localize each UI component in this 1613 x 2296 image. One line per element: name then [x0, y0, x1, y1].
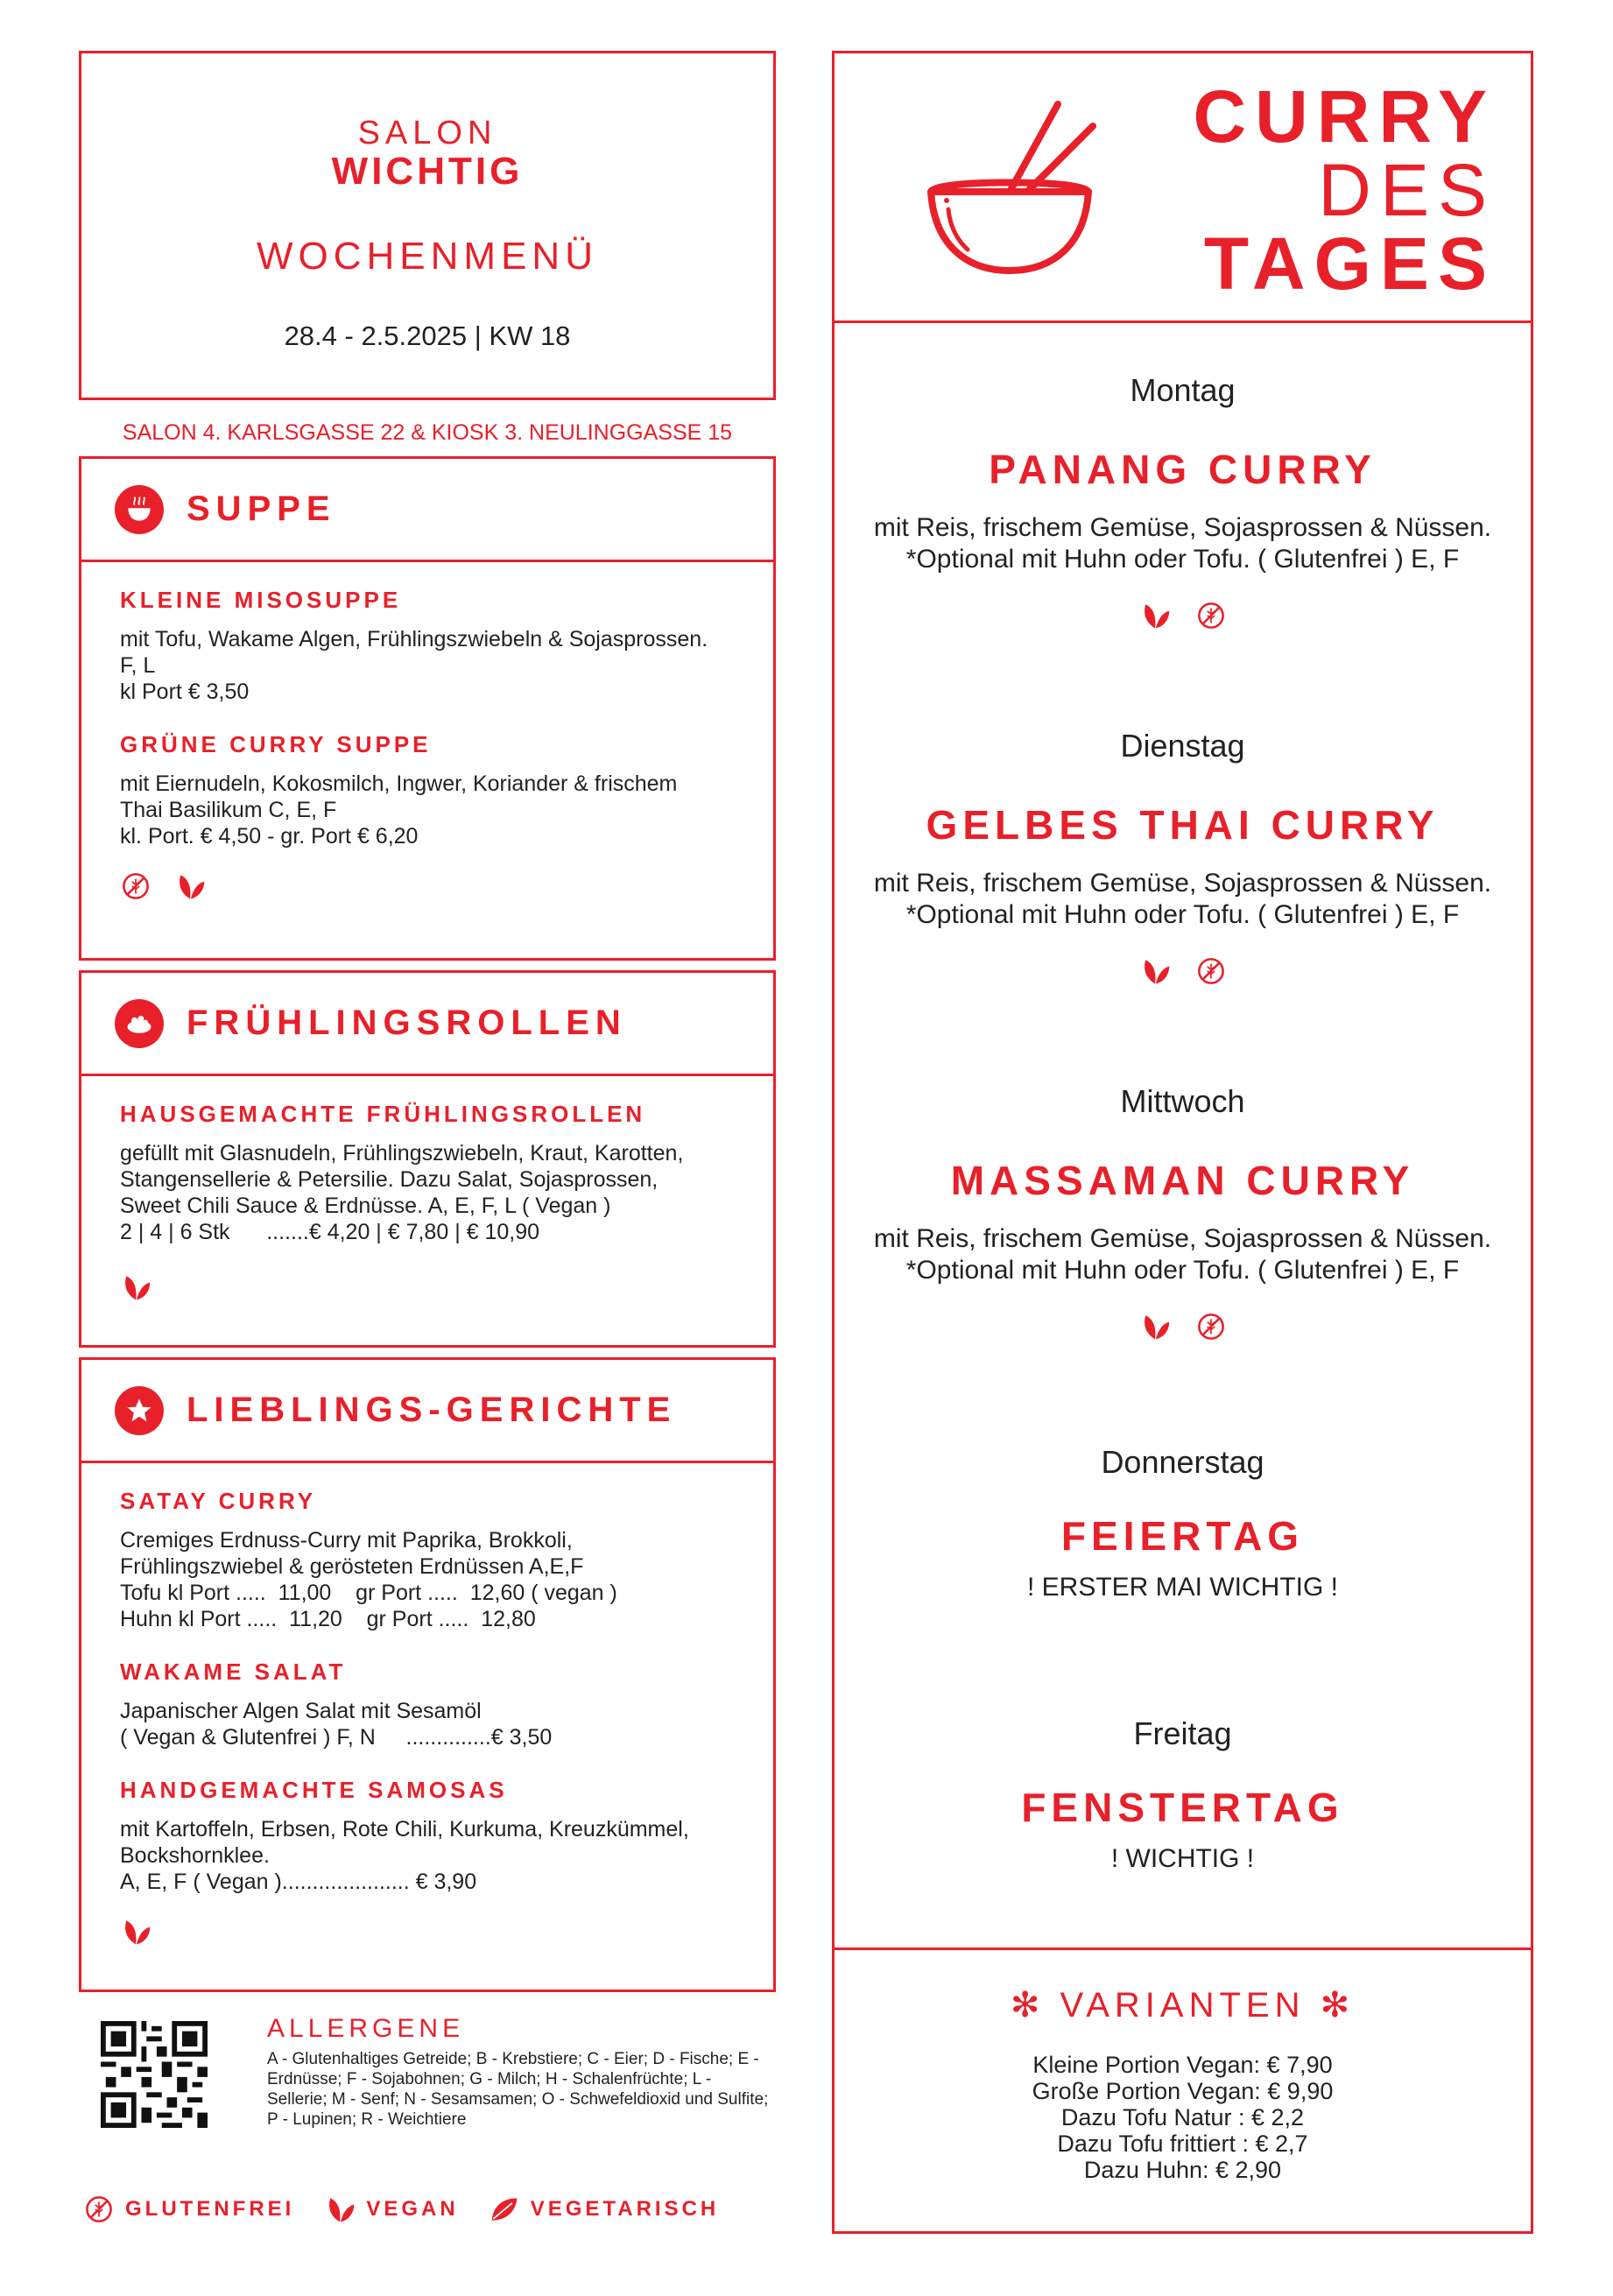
plate-icon — [115, 999, 164, 1048]
item-desc: gefüllt mit Glasnudeln, Frühlingszwiebeln, Kraut, Karotten, Stangensellerie & Petersilie. Dazu Salat, Sojasprossen, Sweet Chili Sauce & Erdnüsse. A, E, F, L ( Vegan ) 2 | 4 | 6 Stk .......€ 4,20 | € 7,80 | € 10,90 — [120, 1141, 684, 1244]
vegan-leaf-icon — [1139, 1311, 1171, 1342]
glutenfree-icon — [1195, 1311, 1227, 1342]
asterisk-icon: ✻ — [1010, 1986, 1046, 2025]
varianten-line: Kleine Portion Vegan: € 7,90 — [1032, 2052, 1333, 2078]
legend-glutenfrei: GLUTENFREI — [125, 2197, 295, 2221]
day-wednesday — [835, 1083, 1531, 1342]
item-name: GRÜNE CURRY SUPPE — [120, 731, 432, 757]
varianten-line: Dazu Tofu frittiert : € 2,7 — [1057, 2130, 1308, 2157]
bowl-chopsticks-icon — [905, 87, 1115, 297]
section-suppe — [79, 456, 776, 961]
section-suppe-header — [81, 459, 773, 562]
qr-code-icon — [101, 2021, 208, 2128]
day-name: Mittwoch — [1120, 1083, 1245, 1119]
day-monday — [835, 372, 1531, 631]
legend-vegetarisch: VEGETARISCH — [530, 2197, 720, 2221]
section-fruehlingsrollen — [79, 970, 776, 1348]
wichtig-label: WICHTIG — [331, 150, 524, 193]
item-name: KLEINE MISOSUPPE — [120, 587, 402, 613]
varianten-line: Dazu Huhn: € 2,90 — [1083, 2157, 1282, 2183]
day-dish: GELBES THAI CURRY — [926, 802, 1440, 848]
curry-title: CURRY DES TAGES — [1193, 75, 1496, 305]
day-name: Dienstag — [1120, 728, 1245, 764]
day-desc: mit Reis, frischem Gemüse, Sojasprossen & Nüssen. *Optional mit Huhn oder Tofu. ( Glutenfrei ) E, F — [873, 513, 1492, 574]
item-desc: mit Tofu, Wakame Algen, Frühlingszwiebeln & Sojasprossen. F, L kl Port € 3,50 — [120, 627, 708, 704]
item-name: HAUSGEMACHTE FRÜHLINGSROLLEN — [120, 1101, 646, 1127]
day-thursday — [835, 1444, 1531, 1603]
item-desc: Japanischer Algen Salat mit Sesamöl ( Vegan & Glutenfrei ) F, N ..............€ 3,50 — [120, 1699, 553, 1750]
day-desc: mit Reis, frischem Gemüse, Sojasprossen & Nüssen. *Optional mit Huhn oder Tofu. ( Glutenfrei ) E, F — [873, 869, 1492, 929]
varianten-title: ✻ VARIANTEN ✻ — [1010, 1986, 1356, 2025]
item-desc: mit Eiernudeln, Kokosmilch, Ingwer, Koriander & frischem Thai Basilikum C, E, F kl. Port. € 4,50 - gr. Port € 6,20 — [120, 771, 678, 849]
address-line: SALON 4. KARLSGASSE 22 & KIOSK 3. NEULINGGASSE 15 — [122, 420, 733, 445]
allergene-text: A - Glutenhaltiges Getreide; B - Krebstiere; C - Eier; D - Fische; E - Erdnüsse; F - Sojabohnen; G - Milch; H - Schalenfrüchte; L - Sellerie; M - Senf; N - Sesamsamen; O - Schwefeldioxid und Sulfite; P - Lupinen; R - Weichtiere — [267, 2050, 769, 2129]
curry-header — [835, 53, 1531, 323]
asterisk-icon: ✻ — [1320, 1986, 1356, 2025]
soup-bowl-icon — [115, 485, 164, 534]
allergene-title: ALLERGENE — [267, 2014, 465, 2043]
section-title: FRÜHLINGSROLLEN — [187, 1004, 627, 1042]
glutenfree-icon — [83, 2194, 115, 2225]
vegan-leaf-icon — [174, 870, 206, 902]
allergene-block — [267, 2014, 775, 2130]
item-name: WAKAME SALAT — [120, 1659, 347, 1685]
section-title: LIEBLINGS-GERICHTE — [187, 1391, 677, 1429]
varianten-block — [835, 1947, 1531, 2183]
vegan-leaf-icon — [120, 1916, 151, 1947]
menu-date: 28.4 - 2.5.2025 | KW 18 — [284, 320, 571, 351]
vegan-leaf-icon — [1139, 600, 1171, 631]
section-lieblingsgerichte — [79, 1357, 776, 1992]
glutenfree-icon — [1195, 955, 1227, 987]
vegan-leaf-icon — [120, 1271, 151, 1303]
day-dish: MASSAMAN CURRY — [950, 1158, 1415, 1203]
curry-des-tages-panel — [832, 51, 1533, 2234]
day-name: Freitag — [1133, 1715, 1232, 1751]
header-box — [79, 51, 776, 400]
legend — [83, 2194, 738, 2225]
day-dish: FENSTERTAG — [1021, 1785, 1344, 1830]
salon-label: SALON — [357, 115, 497, 151]
legend-vegan: VEGAN — [366, 2197, 459, 2221]
day-dish: FEIERTAG — [1060, 1513, 1305, 1559]
section-lieb-header — [81, 1360, 773, 1463]
day-tuesday — [835, 728, 1531, 987]
day-name: Donnerstag — [1101, 1444, 1264, 1480]
star-icon — [115, 1386, 164, 1435]
day-desc: mit Reis, frischem Gemüse, Sojasprossen & Nüssen. *Optional mit Huhn oder Tofu. ( Glutenfrei ) E, F — [873, 1224, 1492, 1285]
day-desc: ! ERSTER MAI WICHTIG ! — [1026, 1573, 1338, 1602]
item-name: HANDGEMACHTE SAMOSAS — [120, 1777, 508, 1803]
item-desc: Cremiges Erdnuss-Curry mit Paprika, Brokkoli, Frühlingszwiebel & gerösteten Erdnüssen A,E,F Tofu kl Port ..... 11,00 gr Port ..... 12,60 ( vegan ) Huhn kl Port ..... 11,20 gr Port ..... 12,80 — [120, 1528, 617, 1631]
glutenfree-icon — [120, 870, 151, 902]
item-name: SATAY CURRY — [120, 1488, 317, 1514]
vegan-leaf-icon — [1139, 955, 1171, 987]
item-desc: mit Kartoffeln, Erbsen, Rote Chili, Kurkuma, Kreuzkümmel, Bockshornklee. A, E, F ( Vegan )..................... € 3,90 — [120, 1817, 689, 1894]
section-title: SUPPE — [187, 489, 336, 528]
varianten-line: Dazu Tofu Natur : € 2,2 — [1060, 2104, 1305, 2130]
varianten-line: Große Portion Vegan: € 9,90 — [1032, 2078, 1334, 2104]
vegetarian-leaf-icon — [489, 2194, 520, 2225]
menu-title: WOCHENMENÜ — [257, 235, 598, 278]
day-desc: ! WICHTIG ! — [1110, 1844, 1255, 1873]
day-name: Montag — [1130, 372, 1236, 408]
section-rollen-header — [81, 973, 773, 1076]
vegan-leaf-icon — [324, 2194, 356, 2225]
day-friday — [835, 1715, 1531, 1875]
day-dish: PANANG CURRY — [989, 447, 1377, 492]
glutenfree-icon — [1195, 600, 1227, 631]
